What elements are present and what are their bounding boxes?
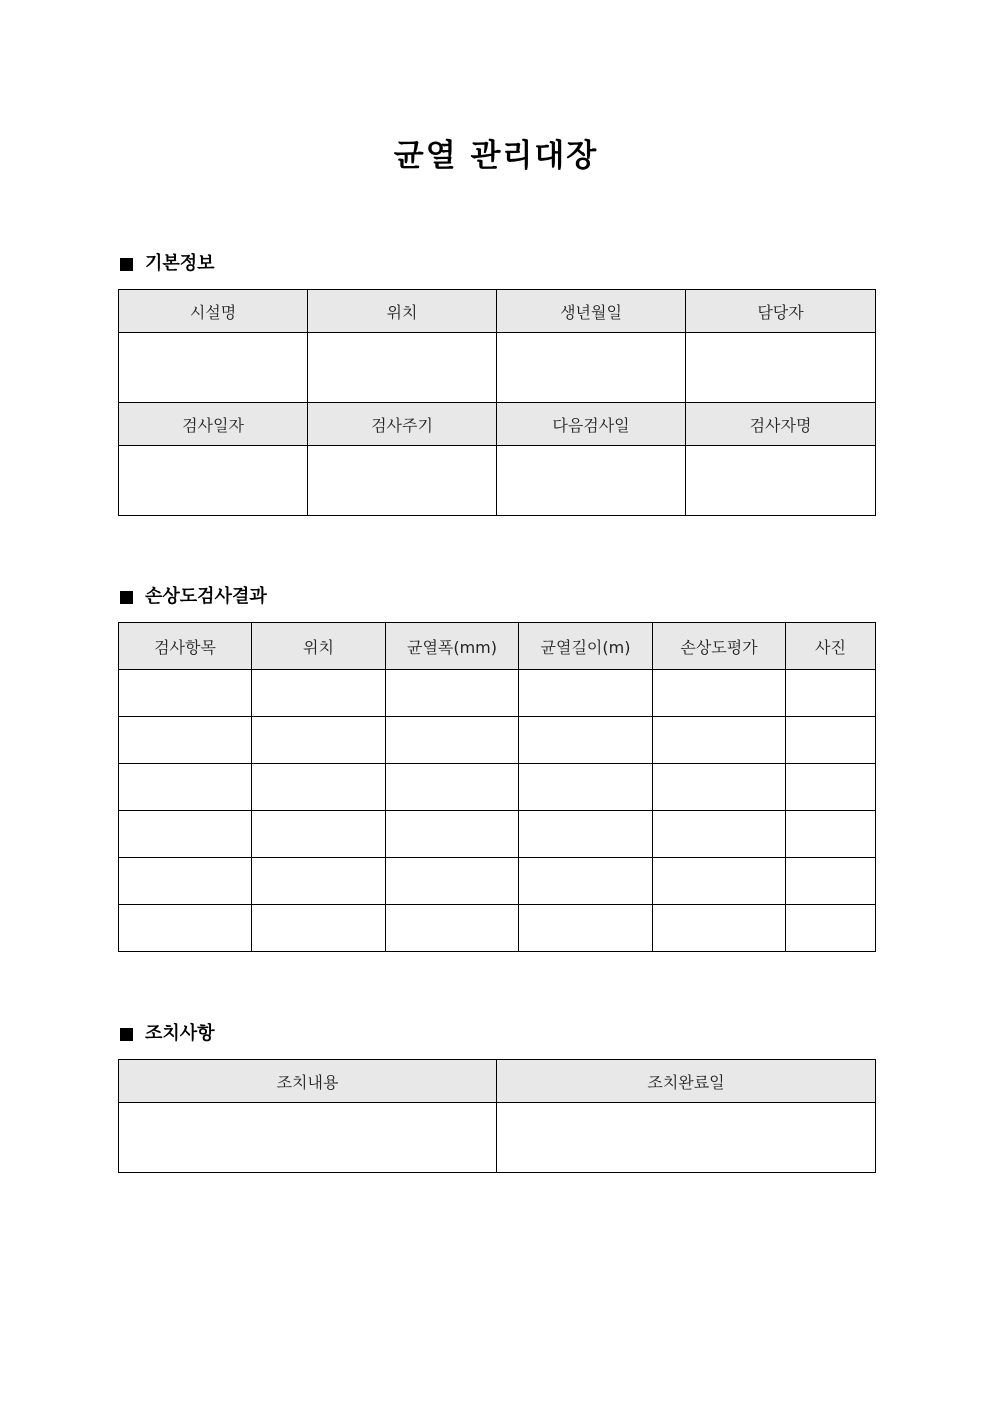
damage-results-header-row [119, 623, 876, 670]
inspection-item-cell[interactable] [119, 764, 252, 811]
basic-info-table [118, 289, 876, 516]
header-birth-date: 생년월일 [497, 290, 686, 333]
photo-cell[interactable] [786, 858, 876, 905]
inspection-item-cell[interactable] [119, 858, 252, 905]
table-row [119, 858, 876, 905]
header-location: 위치 [252, 623, 386, 670]
damage-evaluation-cell[interactable] [653, 811, 786, 858]
damage-evaluation-cell[interactable] [653, 670, 786, 717]
square-bullet-icon [120, 591, 133, 604]
next-inspection-date-field[interactable] [497, 446, 686, 516]
header-action-completion-date: 조치완료일 [497, 1060, 876, 1103]
section-damage-results-heading [120, 585, 267, 609]
inspector-name-field[interactable] [686, 446, 876, 516]
location-cell[interactable] [252, 670, 386, 717]
crack-length-cell[interactable] [519, 670, 653, 717]
header-facility-name: 시설명 [119, 290, 308, 333]
header-crack-length: 균열길이(m) [519, 623, 653, 670]
crack-length-cell[interactable] [519, 905, 653, 952]
location-cell[interactable] [252, 811, 386, 858]
document-title: 균열 관리대장 [393, 138, 599, 174]
crack-width-cell[interactable] [386, 811, 519, 858]
header-inspection-date: 검사일자 [119, 403, 308, 446]
manager-field[interactable] [686, 333, 876, 403]
section-actions-label: 조치사항 [145, 1023, 215, 1044]
crack-width-cell[interactable] [386, 670, 519, 717]
damage-results-table [118, 622, 876, 952]
crack-width-cell[interactable] [386, 858, 519, 905]
basic-info-value-row-1 [119, 333, 876, 403]
crack-width-cell[interactable] [386, 717, 519, 764]
table-row [119, 811, 876, 858]
header-location: 위치 [308, 290, 497, 333]
photo-cell[interactable] [786, 717, 876, 764]
crack-length-cell[interactable] [519, 764, 653, 811]
damage-evaluation-cell[interactable] [653, 717, 786, 764]
inspection-item-cell[interactable] [119, 670, 252, 717]
photo-cell[interactable] [786, 670, 876, 717]
actions-table [118, 1059, 876, 1173]
inspection-item-cell[interactable] [119, 905, 252, 952]
damage-evaluation-cell[interactable] [653, 905, 786, 952]
header-manager: 담당자 [686, 290, 876, 333]
header-action-content: 조치내용 [119, 1060, 497, 1103]
section-actions-heading [120, 1022, 215, 1046]
table-row [119, 670, 876, 717]
actions-value-row [119, 1103, 876, 1173]
header-next-inspection-date: 다음검사일 [497, 403, 686, 446]
crack-length-cell[interactable] [519, 858, 653, 905]
crack-length-cell[interactable] [519, 811, 653, 858]
basic-info-value-row-2 [119, 446, 876, 516]
damage-results-body [119, 670, 876, 952]
photo-cell[interactable] [786, 905, 876, 952]
birth-date-field[interactable] [497, 333, 686, 403]
table-row [119, 717, 876, 764]
damage-evaluation-cell[interactable] [653, 764, 786, 811]
inspection-date-field[interactable] [119, 446, 308, 516]
header-inspector-name: 검사자명 [686, 403, 876, 446]
table-row [119, 764, 876, 811]
header-crack-width: 균열폭(mm) [386, 623, 519, 670]
crack-width-cell[interactable] [386, 764, 519, 811]
square-bullet-icon [120, 258, 133, 271]
action-content-field[interactable] [119, 1103, 497, 1173]
actions-header-row [119, 1060, 876, 1103]
action-completion-date-field[interactable] [497, 1103, 876, 1173]
location-field[interactable] [308, 333, 497, 403]
square-bullet-icon [120, 1028, 133, 1041]
location-cell[interactable] [252, 858, 386, 905]
basic-info-header-row-2 [119, 403, 876, 446]
photo-cell[interactable] [786, 764, 876, 811]
header-inspection-cycle: 검사주기 [308, 403, 497, 446]
section-damage-results-label: 손상도검사결과 [145, 586, 267, 607]
location-cell[interactable] [252, 717, 386, 764]
damage-evaluation-cell[interactable] [653, 858, 786, 905]
facility-name-field[interactable] [119, 333, 308, 403]
header-photo: 사진 [786, 623, 876, 670]
section-basic-info-heading [120, 252, 215, 276]
inspection-item-cell[interactable] [119, 811, 252, 858]
header-damage-evaluation: 손상도평가 [653, 623, 786, 670]
inspection-cycle-field[interactable] [308, 446, 497, 516]
inspection-item-cell[interactable] [119, 717, 252, 764]
location-cell[interactable] [252, 905, 386, 952]
crack-length-cell[interactable] [519, 717, 653, 764]
location-cell[interactable] [252, 764, 386, 811]
section-basic-info-label: 기본정보 [145, 253, 215, 274]
photo-cell[interactable] [786, 811, 876, 858]
header-inspection-item: 검사항목 [119, 623, 252, 670]
basic-info-header-row-1 [119, 290, 876, 333]
table-row [119, 905, 876, 952]
crack-width-cell[interactable] [386, 905, 519, 952]
